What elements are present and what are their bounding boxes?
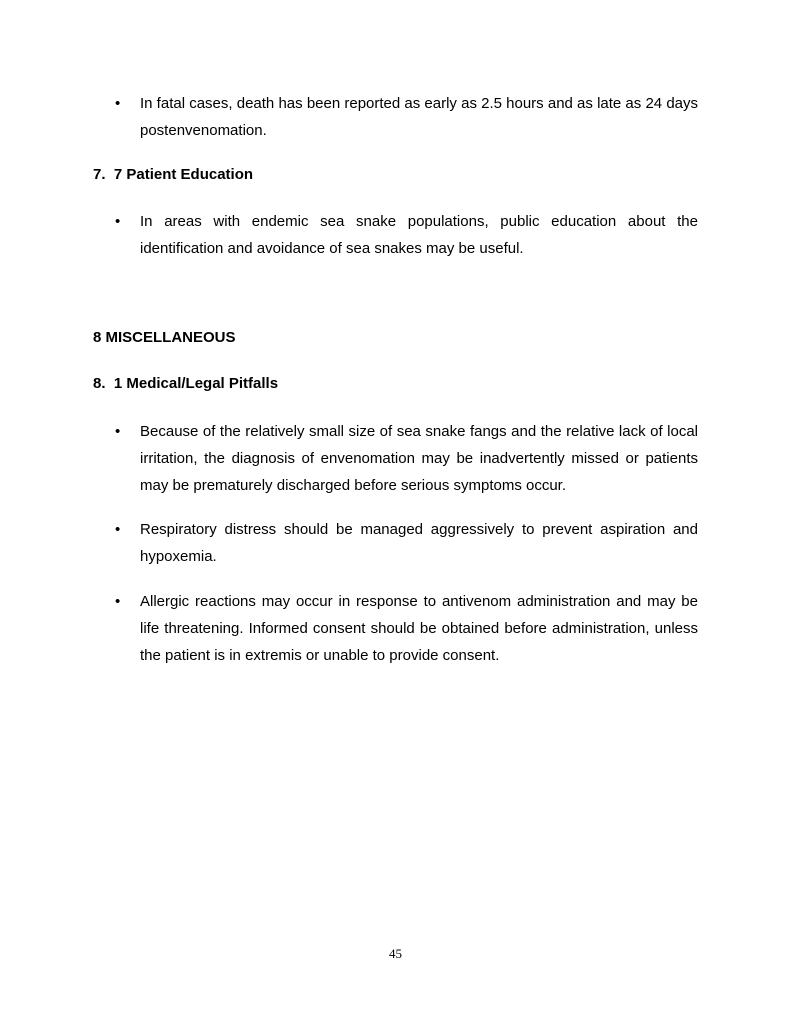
list-item <box>115 516 698 570</box>
section-heading-patient-education: 7. 7 Patient Education <box>93 166 254 183</box>
section-heading-medical-legal-pitfalls: 8. 1 Medical/Legal Pitfalls <box>93 375 279 392</box>
list-item <box>115 208 698 262</box>
list-item-text: In areas with endemic sea snake populations, public education about the identification and avoidance of sea snakes may be useful. <box>140 213 698 257</box>
list-item <box>115 418 698 499</box>
list-item-text: Allergic reactions may occur in response to antivenom administration and may be life threatening. Informed consent should be obtained before administration, unless the patient is in extremis or unable to provide consent. <box>140 593 698 664</box>
list-item-text: In fatal cases, death has been reported as early as 2.5 hours and as late as 24 days postenvenomation. <box>140 95 698 139</box>
list-item-text: Respiratory distress should be managed aggressively to prevent aspiration and hypoxemia. <box>140 521 698 565</box>
list-item-text: Because of the relatively small size of sea snake fangs and the relative lack of local irritation, the diagnosis of envenomation may be inadvertently missed or patients may be prematurely discharged before serious symptoms occur. <box>140 423 698 494</box>
bullet-icon: • <box>115 423 121 440</box>
section-heading-miscellaneous: 8 MISCELLANEOUS <box>93 329 236 346</box>
bullet-icon: • <box>115 521 121 538</box>
list-item <box>115 588 698 669</box>
bullet-icon: • <box>115 593 121 610</box>
list-item <box>115 90 698 144</box>
bullet-icon: • <box>115 95 121 112</box>
page-number: 45 <box>389 946 402 961</box>
bullet-icon: • <box>115 213 121 230</box>
